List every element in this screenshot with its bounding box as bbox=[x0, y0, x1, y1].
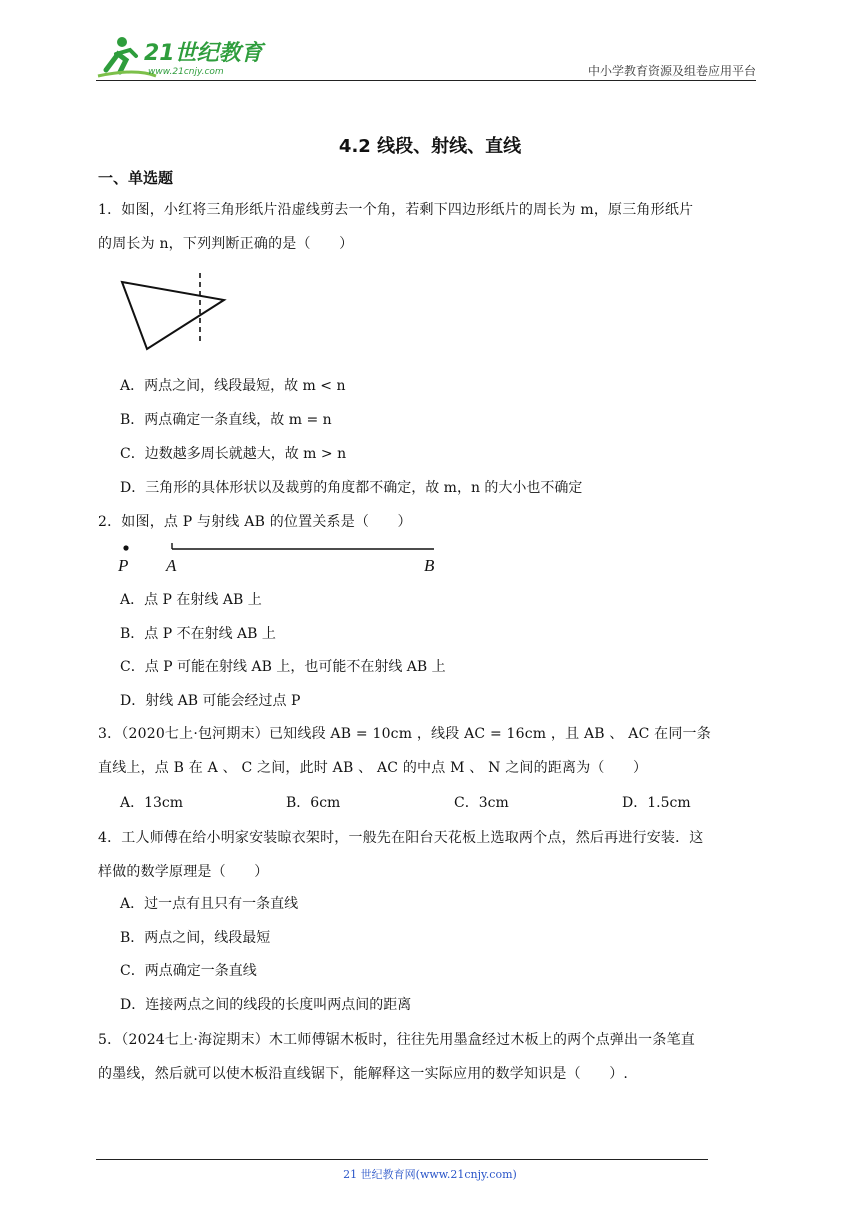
section-heading: 一、单选题 bbox=[98, 169, 174, 187]
question-4-line-1: 4．工人师傅在给小明家安装晾衣架时，一般先在阳台天花板上选取两个点，然后再进行安装．这 bbox=[98, 830, 704, 846]
q4-option-d[interactable]: D．连接两点之间的线段的长度叫两点间的距离 bbox=[120, 997, 412, 1013]
question-5-line-1: 5．（2024七上·海淀期末）木工师傅锯木板时，往往先用墨盒经过木板上的两个点弹出一条笔直 bbox=[98, 1032, 695, 1048]
q1-option-b[interactable]: B．两点确定一条直线，故 m = n bbox=[120, 412, 332, 428]
header-divider bbox=[96, 80, 756, 81]
q3-option-b[interactable]: B．6cm bbox=[286, 795, 341, 811]
q2-option-c[interactable]: C．点 P 可能在射线 AB 上，也可能不在射线 AB 上 bbox=[120, 659, 446, 675]
q3-option-d[interactable]: D．1.5cm bbox=[622, 795, 691, 811]
q1-option-a[interactable]: A．两点之间，线段最短，故 m < n bbox=[120, 378, 346, 394]
question-1-line-1: 1．如图，小红将三角形纸片沿虚线剪去一个角，若剩下四边形纸片的周长为 m，原三角形纸片 bbox=[98, 202, 694, 218]
footer-divider bbox=[96, 1159, 708, 1160]
q4-option-a[interactable]: A．过一点有且只有一条直线 bbox=[120, 896, 299, 912]
q4-option-b[interactable]: B．两点之间，线段最短 bbox=[120, 930, 271, 946]
triangle-figure bbox=[112, 270, 232, 355]
question-5-line-2: 的墨线，然后就可以使木板沿直线锯下，能解释这一实际应用的数学知识是（ ）. bbox=[98, 1066, 629, 1082]
ray-figure bbox=[112, 540, 452, 576]
logo-url: www.21cnjy.com bbox=[148, 67, 224, 77]
question-2-line-1: 2．如图，点 P 与射线 AB 的位置关系是（ ） bbox=[98, 514, 412, 530]
q1-option-d[interactable]: D．三角形的具体形状以及裁剪的角度都不确定，故 m，n 的大小也不确定 bbox=[120, 480, 583, 496]
q2-option-a[interactable]: A．点 P 在射线 AB 上 bbox=[120, 592, 262, 608]
question-3-line-2: 直线上，点 B 在 A 、 C 之间，此时 AB 、 AC 的中点 M 、 N 之间的距离为（ ） bbox=[98, 760, 648, 776]
point-p bbox=[123, 545, 128, 550]
q4-option-c[interactable]: C．两点确定一条直线 bbox=[120, 963, 257, 979]
question-3-line-1: 3．（2020七上·包河期末）已知线段 AB = 10cm ，线段 AC = 16cm ，且 AB 、 AC 在同一条 bbox=[98, 726, 711, 742]
q2-option-d[interactable]: D．射线 AB 可能会经过点 P bbox=[120, 693, 301, 709]
label-a: A bbox=[166, 556, 177, 575]
q3-option-a[interactable]: A．13cm bbox=[120, 795, 184, 811]
q1-option-c[interactable]: C．边数越多周长就越大，故 m > n bbox=[120, 446, 347, 462]
question-1-line-2: 的周长为 n，下列判断正确的是（ ） bbox=[98, 236, 354, 252]
site-logo bbox=[96, 30, 266, 80]
footer-source[interactable]: 21 世纪教育网(www.21cnjy.com) bbox=[343, 1168, 517, 1181]
q2-option-b[interactable]: B．点 P 不在射线 AB 上 bbox=[120, 626, 276, 642]
label-p: P bbox=[118, 556, 129, 575]
logo-text: 21世纪教育 bbox=[144, 41, 263, 66]
page-title: 4.2 线段、射线、直线 bbox=[338, 136, 522, 157]
question-4-line-2: 样做的数学原理是（ ） bbox=[98, 864, 269, 880]
label-b: B bbox=[424, 556, 435, 575]
q3-option-c[interactable]: C．3cm bbox=[454, 795, 509, 811]
platform-name: 中小学教育资源及组卷应用平台 bbox=[587, 64, 756, 78]
